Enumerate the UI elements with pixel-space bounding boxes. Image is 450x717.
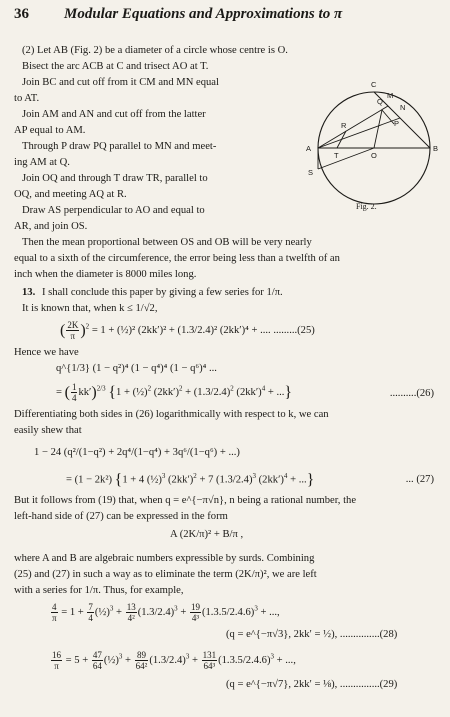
- text-line: (2) Let AB (Fig. 2) be a diameter of a circle whose centre is O.: [22, 45, 288, 56]
- label-t: T: [334, 151, 339, 160]
- text-line: Differentiating both sides in (26) logarithmically with respect to k, we can: [14, 409, 329, 420]
- equation-28-series: $\frac{4}{\pi}$ = 1 + $\frac{7}{4}$ (½)$^3$ + $\frac{13}{\text{4²}}$ $(1.3/2.4)^3$ + $\frac{19}{\text{4³}}$ $(1.3.5/2.4.6)^3$ + ...,: [52, 602, 280, 623]
- section-number: 13.: [22, 287, 36, 298]
- form-expression: A (2K/π)² + B/π ,: [170, 529, 244, 540]
- text-line: I shall conclude this paper by giving a few series for 1/π.: [42, 287, 283, 298]
- label-b: B: [433, 144, 439, 153]
- equation-27-line2: = (1 − 2k²) {1 + 4 (½)$^3$ $(2kk')^2 + 7$ $(1.3/2.4)^3$ $(2kk')^4$ + ...}: [66, 471, 315, 489]
- text-line: Join AM and AN and cut off from the latter: [22, 109, 206, 120]
- equation-26-line2: = ( $\frac{1}{4}$ kk′)$^{2/3}$ {1 + (½)$^2$ $(2kk')^2 + (1.3/2.4)^2$ $(2kk')^4$ + ...}: [56, 382, 293, 403]
- equation-26-line1: q^{1/3} (1 − q²)⁴ (1 − q⁴)⁴ (1 − q⁶)⁴ ...: [56, 363, 217, 374]
- text-line: (25) and (27) in such a way as to eliminate the term (2K/π)², we are left: [14, 569, 317, 580]
- text-line: AR, and join OS.: [14, 221, 88, 232]
- label-q: Q: [377, 97, 383, 106]
- label-o: O: [371, 151, 377, 160]
- running-header: [14, 6, 436, 26]
- equation-28-condition: (q = e^{−π√3}, 2kk′ = ½), ...............(28): [226, 629, 398, 640]
- text-line: to AT.: [14, 93, 40, 104]
- label-c: C: [371, 80, 377, 89]
- label-p: P: [394, 119, 400, 128]
- label-m: M: [387, 91, 394, 100]
- line-an: [318, 118, 400, 148]
- text-line: Bisect the arc ACB at C and trisect AO at T.: [22, 61, 209, 72]
- equation-27-tag: ... (27): [405, 474, 434, 485]
- text-line: Through P draw PQ parallel to MN and meet-: [22, 141, 217, 152]
- text-line: Then the mean proportional between OS and OB will be very nearly: [22, 237, 312, 248]
- text-line: inch when the diameter is 8000 miles long.: [14, 269, 197, 280]
- text-line: It is known that, when k ≤ 1/√2,: [22, 303, 158, 314]
- text-line: easily shew that: [14, 425, 82, 436]
- equation-26-tag: ..........(26): [389, 388, 434, 399]
- line-oq: [374, 110, 382, 148]
- equation-27-line1: 1 − 24 (q²/(1−q²) + 2q⁴/(1−q⁴) + 3q⁶/(1−q⁶) + ...): [34, 447, 240, 458]
- equation-25-rhs: = 1 + (½)² (2kk′)² + (1.3/2.4)² (2kk′)⁴ + .... .........(25): [91, 324, 315, 336]
- text-line: where A and B are algebraic numbers expressible by surds. Combining: [14, 553, 315, 564]
- text-line: Draw AS perpendicular to AO and equal to: [22, 205, 205, 216]
- text-line: AP equal to AM.: [14, 125, 86, 136]
- text-line: ing AM at Q.: [14, 157, 70, 168]
- label-s: S: [308, 168, 314, 177]
- text-line: left-hand side of (27) can be expressed in the form: [14, 511, 228, 522]
- line-am: [318, 106, 388, 148]
- equation-29-series: $\frac{16}{\pi}$ = 5 + $\frac{47}{64}$ (½)$^3$ + $\frac{89}{\text{64²}}$ $(1.3/2.4)^3$ + $\frac{131}{\text{64³}}$ $(1.3.5/2.4.6)^3$ + ...,: [52, 650, 296, 671]
- label-r: R: [341, 121, 347, 130]
- line-os: [318, 148, 374, 169]
- label-a: A: [306, 144, 312, 153]
- equation-25: ( $\frac{2K}{\pi}$ )$^2$ = 1 + (½)² (2kk′)² + (1.3/2.4)² (2kk′)⁴ + .... .........(25): [60, 320, 315, 341]
- text-line: But it follows from (19) that, when q = e^{−π√n}, n being a rational number, the: [14, 495, 357, 506]
- equation-29-condition: (q = e^{−π√7}, 2kk′ = ⅛), ...............(29): [226, 679, 398, 690]
- text-line: Join BC and cut off from it CM and MN equal: [22, 77, 219, 88]
- figure-caption: Fig. 2.: [356, 202, 377, 211]
- text-line: Join OQ and through T draw TR, parallel to: [22, 173, 208, 184]
- text-line: OQ, and meeting AQ at R.: [14, 189, 127, 200]
- text-line: equal to a sixth of the circumference, the error being less than a twelfth of an: [14, 253, 340, 264]
- line-pq: [382, 110, 394, 124]
- text-line: with a series for 1/π. Thus, for example,: [14, 585, 184, 596]
- running-title: Modular Equations and Approximations to π: [64, 6, 343, 22]
- label-n: N: [400, 103, 406, 112]
- text-line: Hence we have: [14, 347, 79, 358]
- page-number: 36: [14, 6, 29, 22]
